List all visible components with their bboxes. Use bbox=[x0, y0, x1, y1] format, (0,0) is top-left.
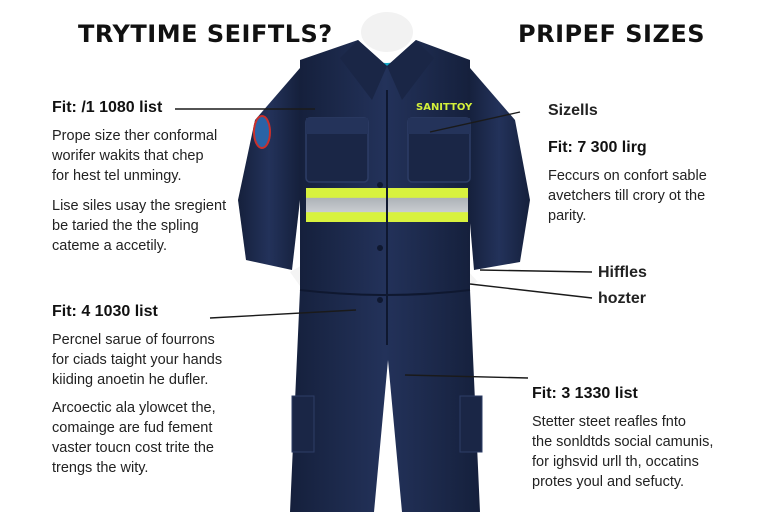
annotation-line: cateme a accetily. bbox=[52, 238, 167, 254]
shoulder-patch bbox=[254, 116, 270, 148]
leader-hozter bbox=[470, 284, 592, 298]
annotation-right-fit2 bbox=[532, 384, 713, 492]
annotation-line: Feccurs on confort sable bbox=[548, 168, 707, 184]
annotation-left-3 bbox=[52, 302, 222, 390]
annotation-line: trengs the wity. bbox=[52, 460, 149, 476]
button bbox=[377, 245, 383, 251]
neck bbox=[361, 12, 413, 52]
annotation-hiffles: Hiffles bbox=[598, 264, 647, 281]
annotation-line: for ighsvid urll th, occatins bbox=[532, 454, 699, 470]
annotation-head: Fit: 7 300 lirg bbox=[548, 139, 647, 156]
right-cargo-pocket bbox=[460, 396, 482, 452]
annotation-line: parity. bbox=[548, 208, 587, 224]
annotation-line: vaster toucn cost trite the bbox=[52, 440, 214, 456]
leader-hiffles bbox=[480, 270, 592, 272]
title-left: TRYTIME SEIFTLS? bbox=[78, 20, 333, 48]
annotation-line: for ciads taight your hands bbox=[52, 352, 223, 368]
annotation-right-fit1 bbox=[548, 138, 707, 226]
annotation-left-1 bbox=[52, 98, 217, 186]
annotation-line: worifer wakits that chep bbox=[52, 148, 204, 164]
button bbox=[377, 182, 383, 188]
annotation-line: Lise siles usay the sregient bbox=[52, 198, 227, 214]
annotation-head: Fit: 4 1030 list bbox=[52, 303, 158, 320]
annotation-sizells: Sizells bbox=[548, 102, 598, 119]
annotation-line: Arcoectic ala ylowcet the, bbox=[52, 400, 216, 416]
annotation-line: kiiding anoetin he dufler. bbox=[52, 372, 209, 388]
right-pocket-flap bbox=[408, 118, 470, 134]
annotation-left-2 bbox=[52, 196, 226, 256]
annotation-head: Fit: 3 1330 list bbox=[532, 385, 638, 402]
annotation-line: avetchers till crory ot the bbox=[548, 188, 706, 204]
chest-label: SANITTOY bbox=[416, 102, 473, 113]
annotation-line: the sonldtds social camunis, bbox=[532, 434, 714, 450]
annotation-left-4 bbox=[52, 398, 216, 478]
left-sleeve bbox=[238, 68, 300, 270]
legs bbox=[290, 290, 480, 512]
annotation-line: be taried the the spling bbox=[52, 218, 199, 234]
annotation-line: Prope size ther conformal bbox=[52, 128, 218, 144]
annotation-line: Stetter steet reafles fnto bbox=[532, 414, 686, 430]
right-sleeve bbox=[468, 68, 530, 270]
left-cargo-pocket bbox=[292, 396, 314, 452]
annotation-hozter: hozter bbox=[598, 290, 646, 307]
annotation-line: for hest tel unmingy. bbox=[52, 168, 182, 184]
annotation-line: comainge are fud fement bbox=[52, 420, 213, 436]
button bbox=[377, 297, 383, 303]
left-pocket-flap bbox=[306, 118, 368, 134]
annotation-line: protes youl and sefucty. bbox=[532, 474, 685, 490]
annotation-line: Percnel sarue of fourrons bbox=[52, 332, 215, 348]
annotation-head: Fit: /1 1080 list bbox=[52, 99, 163, 116]
title-right: PRIPEF SIZES bbox=[518, 20, 706, 48]
